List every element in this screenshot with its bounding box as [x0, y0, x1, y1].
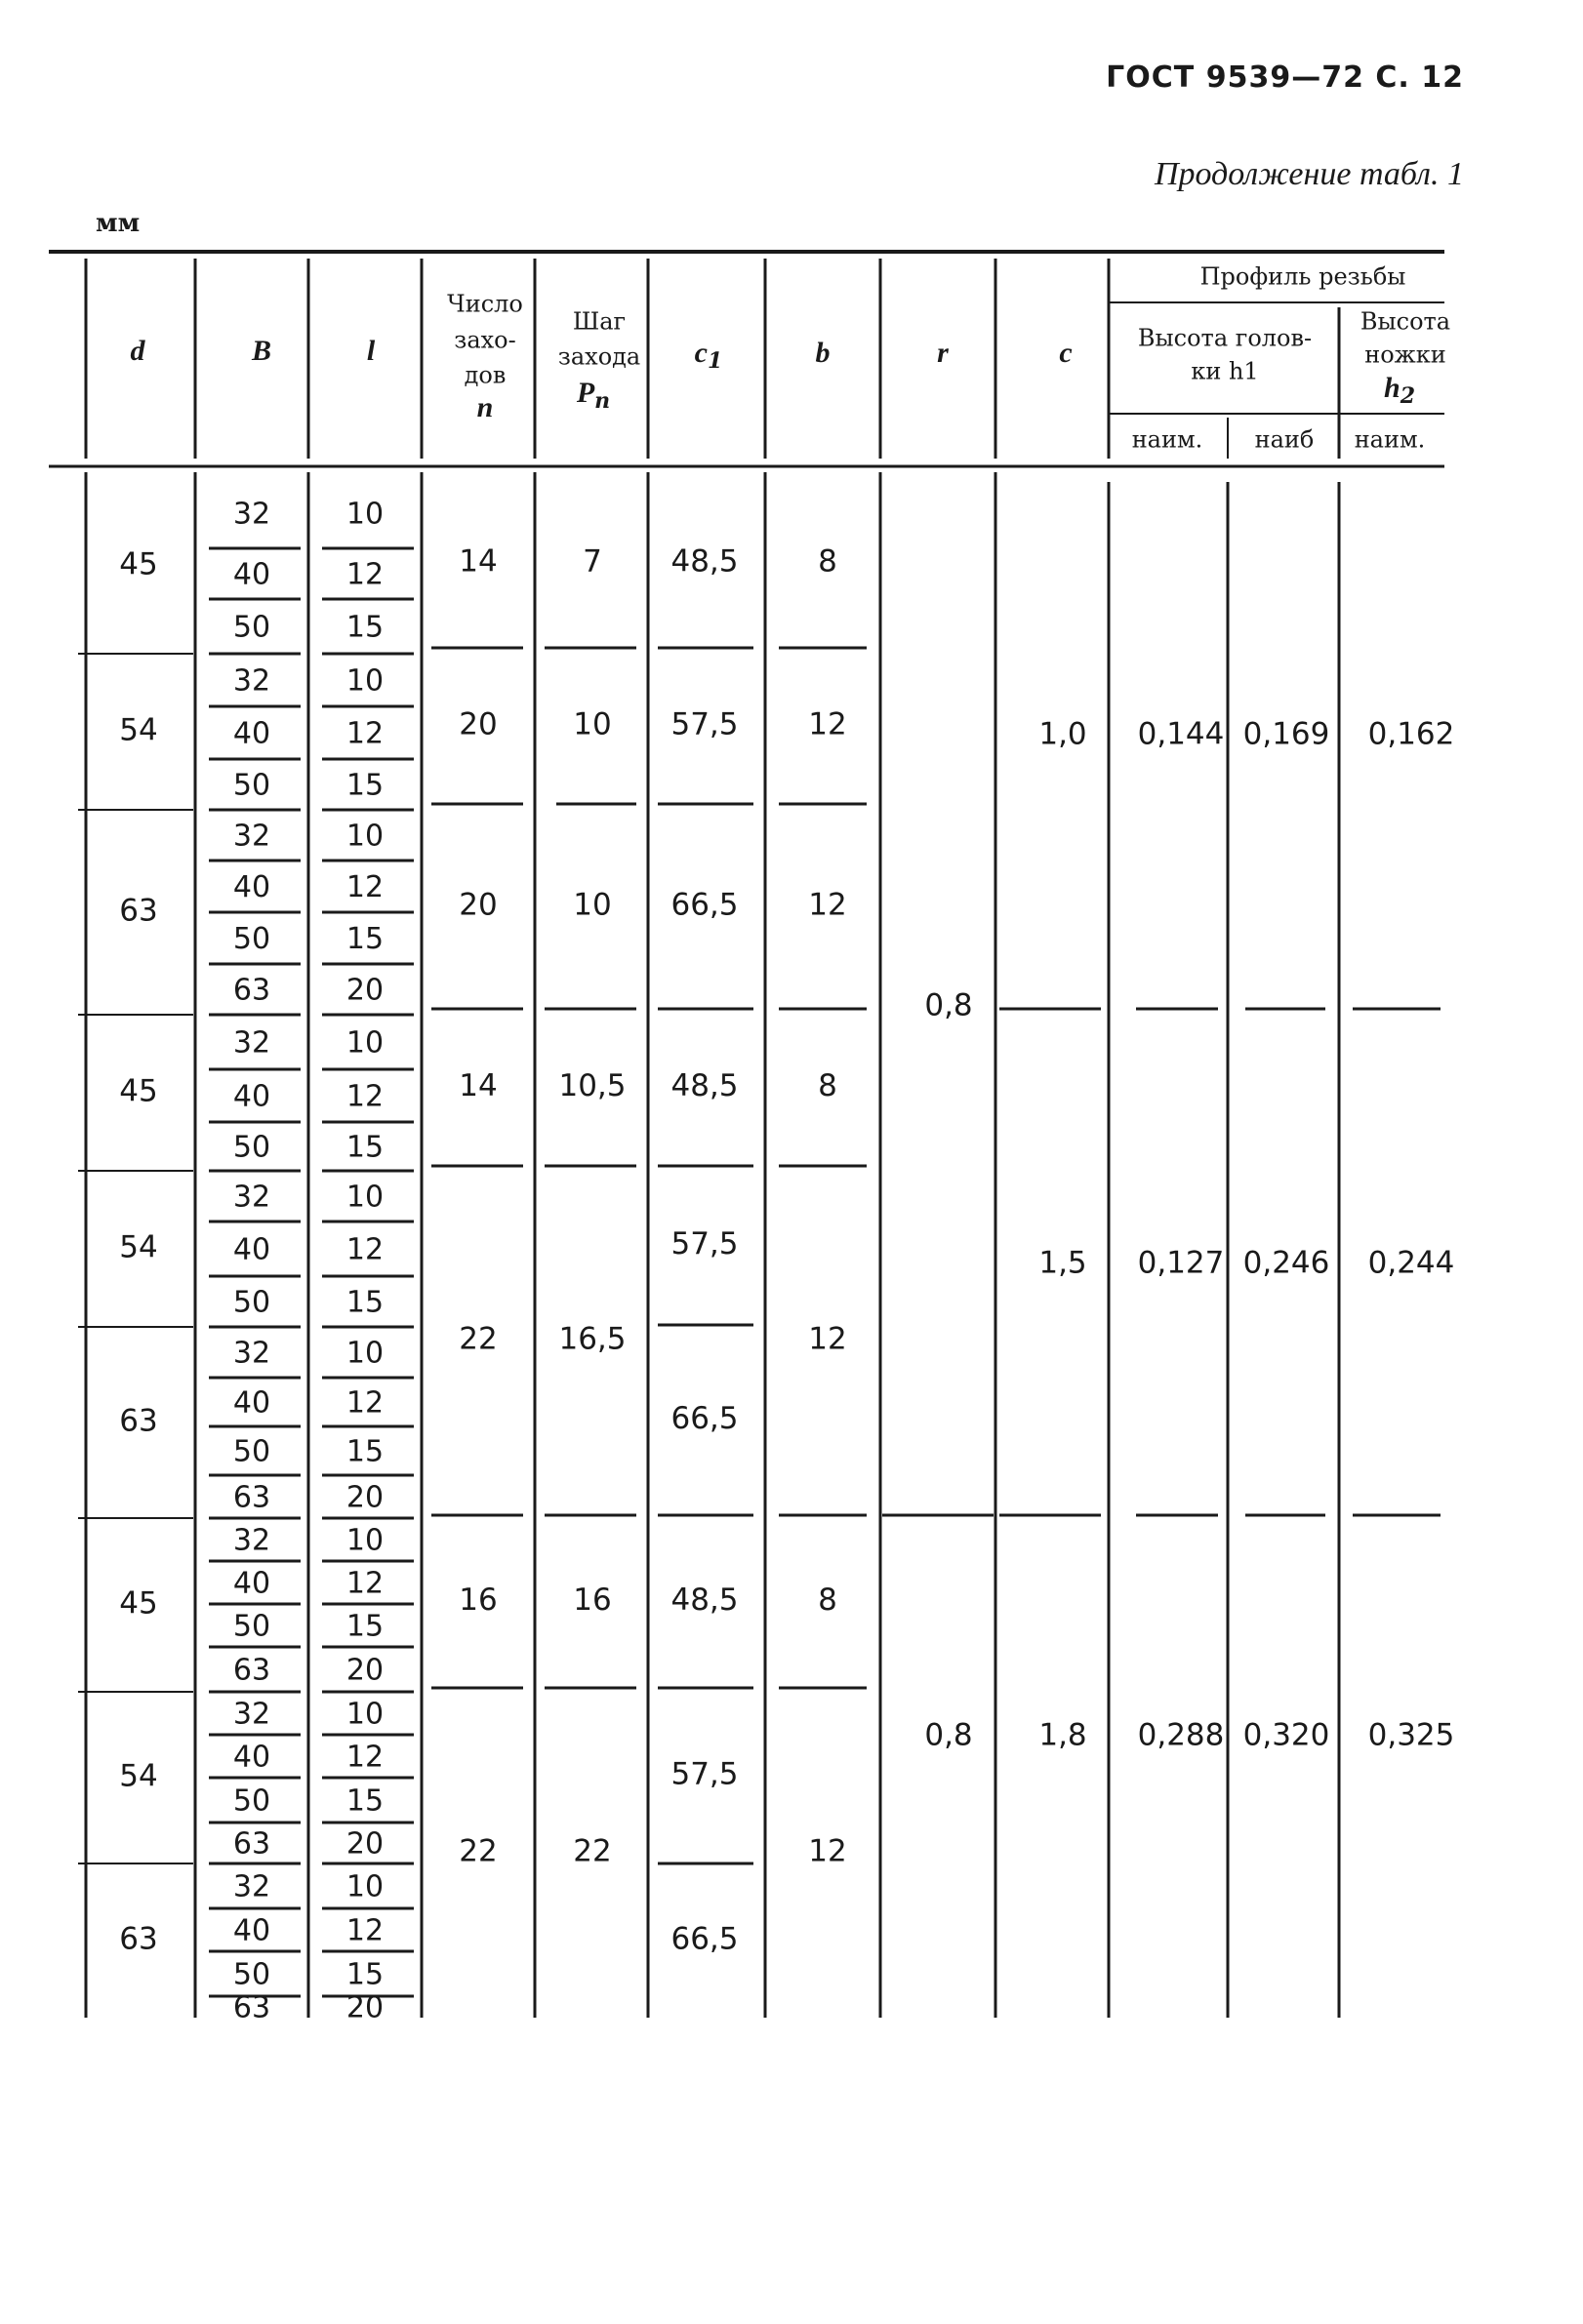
c1-value: 66,5 — [670, 1921, 739, 1957]
header-foot-min: наим. — [1354, 425, 1426, 454]
l-value: 12 — [345, 1566, 385, 1601]
n-value: 22 — [459, 1321, 498, 1357]
l-value: 20 — [345, 1826, 385, 1862]
header-pn-line2: захода — [557, 342, 641, 371]
l-value: 12 — [345, 1079, 385, 1114]
l-value: 15 — [345, 1609, 385, 1644]
header-b: b — [815, 336, 831, 369]
b-width-value: 32 — [232, 1180, 271, 1215]
header-head-min: наим. — [1131, 425, 1203, 454]
l-value: 10 — [345, 1869, 385, 1904]
l-value: 15 — [345, 1434, 385, 1469]
header-n-line3: дов — [464, 361, 507, 389]
c-value: 1,0 — [1038, 716, 1087, 752]
head-height-max-value: 0,320 — [1242, 1717, 1330, 1753]
header-head-height-line1: Высота голов- — [1137, 324, 1313, 352]
l-value: 20 — [345, 1653, 385, 1688]
l-value: 10 — [345, 1523, 385, 1558]
pn-value: 22 — [573, 1833, 612, 1869]
c-value: 1,5 — [1038, 1245, 1087, 1281]
n-value: 20 — [459, 706, 498, 742]
d-value: 63 — [119, 1403, 158, 1439]
header-b-width: B — [251, 334, 272, 367]
header-n-symbol: n — [476, 390, 494, 423]
l-value: 15 — [345, 1783, 385, 1819]
d-value: 54 — [119, 712, 158, 748]
l-value: 12 — [345, 557, 385, 592]
b-width-value: 32 — [232, 497, 271, 532]
b-width-value: 40 — [232, 1913, 271, 1948]
b-value: 8 — [818, 543, 837, 580]
l-value: 20 — [345, 1990, 385, 2025]
b-width-value: 50 — [232, 768, 271, 803]
l-value: 15 — [345, 922, 385, 956]
b-width-value: 40 — [232, 1232, 271, 1267]
header-pn-symbol: $P_n$ — [576, 376, 611, 414]
l-value: 15 — [345, 1285, 385, 1320]
header-thread-profile: Профиль резьбы — [1199, 262, 1406, 291]
b-width-value: 40 — [232, 716, 271, 751]
c1-value: 48,5 — [670, 1068, 739, 1103]
l-value: 12 — [345, 870, 385, 904]
head-height-max-value: 0,169 — [1242, 716, 1330, 752]
l-value: 20 — [345, 1480, 385, 1515]
header-head-max: наиб — [1254, 425, 1315, 454]
d-value: 45 — [119, 1585, 158, 1622]
pn-value: 7 — [583, 543, 602, 580]
pn-value: 16 — [573, 1583, 612, 1618]
n-value: 20 — [459, 887, 498, 923]
b-width-value: 40 — [232, 557, 271, 592]
b-width-value: 32 — [232, 1336, 271, 1371]
l-value: 12 — [345, 1232, 385, 1267]
head-height-min-value: 0,288 — [1137, 1717, 1225, 1753]
l-value: 12 — [345, 1385, 385, 1421]
b-width-value: 63 — [232, 1826, 271, 1862]
unit-label: мм — [96, 209, 141, 238]
c1-value: 57,5 — [670, 1226, 739, 1262]
d-value: 54 — [119, 1758, 158, 1794]
l-value: 10 — [345, 1697, 385, 1732]
l-value: 10 — [345, 497, 385, 532]
c1-value: 57,5 — [670, 1756, 739, 1792]
b-width-value: 40 — [232, 1385, 271, 1421]
header-foot-height-line1: Высота — [1360, 307, 1451, 336]
l-value: 10 — [345, 1025, 385, 1061]
header-pn-line1: Шаг — [572, 307, 627, 336]
table-continuation-caption: Продолжение табл. 1 — [1154, 156, 1464, 192]
header-c: c — [1059, 336, 1073, 369]
c1-value: 66,5 — [670, 887, 739, 923]
n-value: 16 — [459, 1583, 498, 1618]
l-value: 15 — [345, 768, 385, 803]
pn-value: 10 — [573, 887, 612, 923]
foot-height-min-value: 0,244 — [1367, 1245, 1455, 1281]
b-width-value: 63 — [232, 1653, 271, 1688]
d-value: 63 — [119, 1921, 158, 1957]
b-width-value: 32 — [232, 663, 271, 699]
b-value: 12 — [808, 1833, 847, 1869]
b-width-value: 32 — [232, 1025, 271, 1061]
header-n-line2: захо- — [454, 326, 516, 354]
d-value: 45 — [119, 546, 158, 582]
head-height-max-value: 0,246 — [1242, 1245, 1330, 1281]
l-value: 12 — [345, 1913, 385, 1948]
b-width-value: 50 — [232, 1285, 271, 1320]
l-value: 20 — [345, 973, 385, 1008]
b-value: 12 — [808, 1321, 847, 1357]
header-r: r — [937, 336, 949, 369]
foot-height-min-value: 0,325 — [1367, 1717, 1455, 1753]
b-width-value: 32 — [232, 1523, 271, 1558]
l-value: 15 — [345, 610, 385, 645]
head-height-min-value: 0,144 — [1137, 716, 1225, 752]
header-n-line1: Число — [447, 290, 523, 318]
b-width-value: 32 — [232, 819, 271, 854]
l-value: 10 — [345, 1180, 385, 1215]
header-d: d — [130, 334, 145, 367]
c1-value: 66,5 — [670, 1401, 739, 1436]
pn-value: 16,5 — [558, 1321, 627, 1357]
table-body — [119, 498, 1454, 2025]
page-header: ГОСТ 9539—72 С. 12 — [1106, 60, 1464, 95]
b-width-value: 50 — [232, 1609, 271, 1644]
b-value: 8 — [818, 1583, 837, 1618]
b-width-value: 40 — [232, 1079, 271, 1114]
n-value: 14 — [459, 1068, 498, 1103]
l-value: 10 — [345, 1336, 385, 1371]
header-foot-height-symbol: $h_2$ — [1384, 371, 1415, 409]
b-width-value: 50 — [232, 1783, 271, 1819]
foot-height-min-value: 0,162 — [1367, 716, 1455, 752]
l-value: 15 — [345, 1957, 385, 1992]
b-width-value: 63 — [232, 973, 271, 1008]
header-l: l — [366, 334, 376, 367]
c1-value: 57,5 — [670, 706, 739, 742]
b-width-value: 63 — [232, 1480, 271, 1515]
n-value: 22 — [459, 1833, 498, 1869]
d-value: 63 — [119, 893, 158, 929]
l-value: 10 — [345, 663, 385, 699]
c1-value: 48,5 — [670, 543, 739, 580]
n-value: 14 — [459, 543, 498, 580]
l-value: 12 — [345, 1740, 385, 1775]
b-width-value: 50 — [232, 922, 271, 956]
header-head-height-line2: ки h1 — [1191, 357, 1259, 385]
b-width-value: 50 — [232, 1434, 271, 1469]
l-value: 10 — [345, 819, 385, 854]
b-value: 8 — [818, 1068, 837, 1103]
l-value: 12 — [345, 716, 385, 751]
b-width-value: 40 — [232, 1566, 271, 1601]
b-value: 12 — [808, 887, 847, 923]
pn-value: 10 — [573, 706, 612, 742]
b-width-value: 32 — [232, 1697, 271, 1732]
b-value: 12 — [808, 706, 847, 742]
b-width-value: 63 — [232, 1990, 271, 2025]
l-value: 15 — [345, 1130, 385, 1165]
b-width-value: 50 — [232, 610, 271, 645]
r-value: 0,8 — [924, 1717, 973, 1753]
b-width-value: 40 — [232, 870, 271, 904]
b-width-value: 50 — [232, 1957, 271, 1992]
b-width-value: 40 — [232, 1740, 271, 1775]
c-value: 1,8 — [1038, 1717, 1087, 1753]
d-value: 45 — [119, 1073, 158, 1109]
header-foot-height-line2: ножки — [1364, 341, 1446, 369]
d-value: 54 — [119, 1229, 158, 1265]
c1-value: 48,5 — [670, 1583, 739, 1618]
head-height-min-value: 0,127 — [1137, 1245, 1225, 1281]
pn-value: 10,5 — [558, 1068, 627, 1103]
b-width-value: 50 — [232, 1130, 271, 1165]
r-value: 0,8 — [924, 987, 973, 1023]
b-width-value: 32 — [232, 1869, 271, 1904]
header-c1: $c_1$ — [694, 336, 723, 374]
table-header — [131, 263, 1451, 454]
